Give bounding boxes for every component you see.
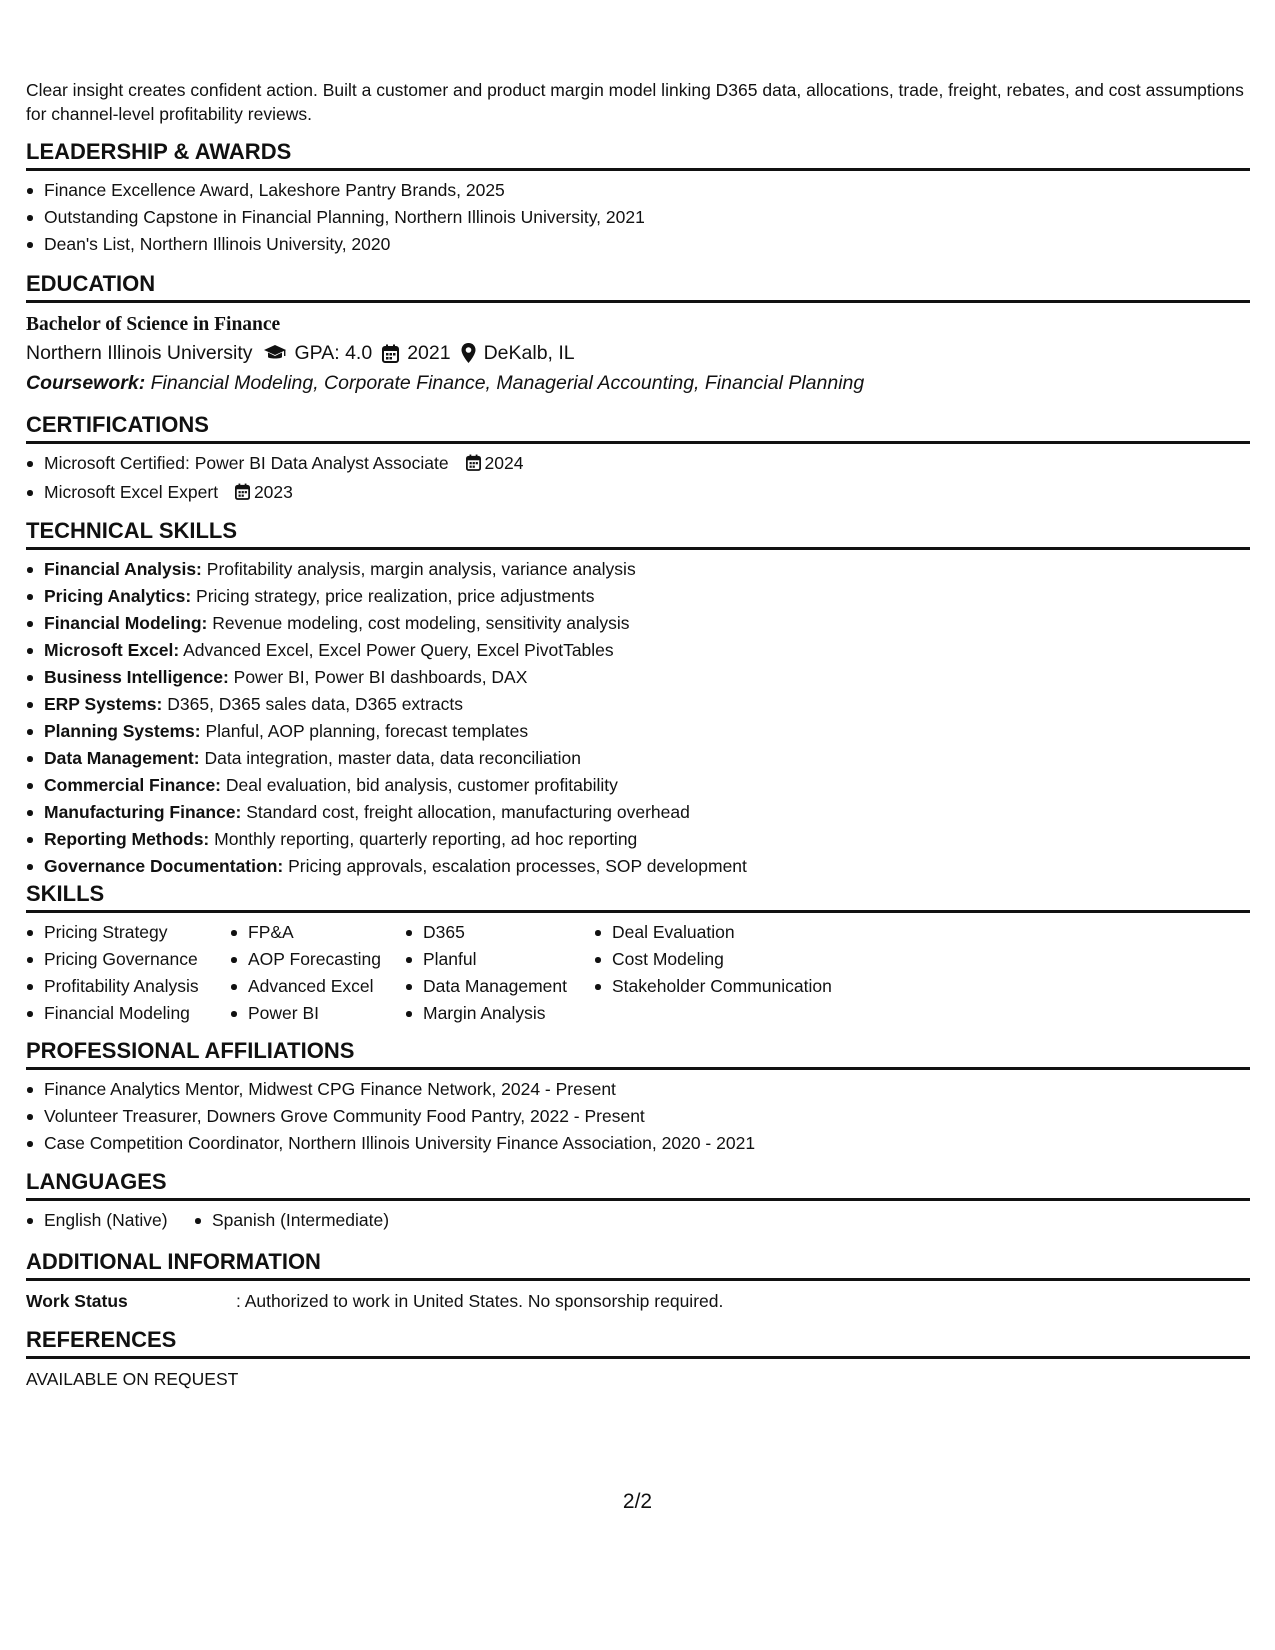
leadership-section [26,138,1250,258]
skill-details: Planful, AOP planning, forecast templates [205,721,529,741]
section-title-certifications: CERTIFICATIONS [26,411,1250,444]
skill-category: Governance Documentation: [44,856,284,876]
section-title-education: EDUCATION [26,270,1250,303]
technical-skills-section [26,517,1250,880]
languages-row [26,1207,1250,1234]
certification-name: Microsoft Excel Expert [44,482,219,502]
skill-details: Revenue modeling, cost modeling, sensitivity analysis [212,613,630,633]
list-item [44,583,1250,610]
list-item [44,450,1250,479]
section-title-leadership: LEADERSHIP & AWARDS [26,138,1250,171]
list-item [44,637,1250,664]
list-item [44,556,1250,583]
list-item [44,853,1250,880]
skill-details: Pricing strategy, price realization, price adjustments [196,586,595,606]
skills-columns [26,919,1250,1027]
summary-text: Clear insight creates confident action. Built a customer and product margin model linking D365 data, allocations, trade, freight, rebates, and cost assumptions for channel-level profitability reviews. [26,80,1244,124]
work-status-label: Work Status [26,1291,128,1311]
skill-details: Monthly reporting, quarterly reporting, ad hoc reporting [214,829,638,849]
skill-details: Standard cost, freight allocation, manufacturing overhead [246,802,690,822]
skill-details: Data integration, master data, data reconciliation [204,748,581,768]
calendar-icon [466,452,481,479]
map-pin-icon [461,343,476,363]
skills-column [405,919,594,1027]
coursework-list: Financial Modeling, Corporate Finance, Managerial Accounting, Financial Planning [150,372,865,394]
technical-skills-list [26,556,1250,880]
list-item [44,772,1250,799]
list-item: Cost Modeling [612,946,912,973]
page-number: 2/2 [622,1490,653,1513]
list-item: Spanish (Intermediate) [212,1207,512,1234]
skills-section [26,880,1250,1027]
skill-category: Financial Analysis: [44,559,202,579]
calendar-icon [235,481,250,508]
list-item: Finance Analytics Mentor, Midwest CPG Finance Network, 2024 - Present [44,1076,1250,1103]
list-item: Financial Modeling [44,1000,230,1027]
education-section [26,270,1250,398]
leadership-list [26,177,1250,258]
section-title-references: REFERENCES [26,1326,1250,1359]
list-item [44,718,1250,745]
graduation-year: 2021 [407,342,451,364]
skill-category: Financial Modeling: [44,613,208,633]
list-item: AOP Forecasting [248,946,405,973]
work-status-row [26,1289,1250,1313]
skill-category: Manufacturing Finance: [44,802,242,822]
list-item: Margin Analysis [423,1000,594,1027]
section-title-languages: LANGUAGES [26,1168,1250,1201]
section-title-skills: SKILLS [26,880,1250,913]
skill-category: ERP Systems: [44,694,163,714]
list-item [44,799,1250,826]
languages-list [26,1207,194,1234]
skills-column [26,919,230,1027]
list-item: Pricing Governance [44,946,230,973]
list-item [44,826,1250,853]
additional-info-section [26,1248,1250,1313]
list-item: FP&A [248,919,405,946]
education-details [26,338,1250,368]
section-title-technical-skills: TECHNICAL SKILLS [26,517,1250,550]
gpa-value: GPA: 4.0 [294,342,373,364]
list-item [44,745,1250,772]
skill-category: Data Management: [44,748,200,768]
skill-details: Advanced Excel, Excel Power Query, Excel PivotTables [183,640,614,660]
list-item: English (Native) [44,1207,194,1234]
list-item: Planful [423,946,594,973]
list-item: Profitability Analysis [44,973,230,1000]
certifications-section [26,411,1250,508]
coursework [26,368,1250,398]
languages-list [194,1207,512,1234]
skills-column [594,919,912,1027]
skill-category: Business Intelligence: [44,667,229,687]
list-item: D365 [423,919,594,946]
list-item: Stakeholder Communication [612,973,912,1000]
graduation-cap-icon [263,344,287,362]
education-location: DeKalb, IL [483,342,575,364]
certification-year: 2023 [253,482,293,502]
skill-category: Planning Systems: [44,721,201,741]
affiliations-section [26,1037,1250,1157]
coursework-label: Coursework: [26,372,146,394]
list-item: Finance Excellence Award, Lakeshore Pantry Brands, 2025 [44,177,1250,204]
list-item [44,691,1250,718]
references-text: AVAILABLE ON REQUEST [26,1369,239,1389]
list-item [44,610,1250,637]
certifications-list [26,450,1250,508]
list-item: Outstanding Capstone in Financial Planning, Northern Illinois University, 2021 [44,204,1250,231]
list-item: Dean's List, Northern Illinois University, 2020 [44,231,1250,258]
skill-details: Power BI, Power BI dashboards, DAX [233,667,528,687]
section-title-additional-info: ADDITIONAL INFORMATION [26,1248,1250,1281]
skills-column [230,919,405,1027]
list-item: Advanced Excel [248,973,405,1000]
skill-category: Microsoft Excel: [44,640,180,660]
skill-details: Profitability analysis, margin analysis, variance analysis [206,559,636,579]
skill-details: D365, D365 sales data, D365 extracts [167,694,463,714]
certification-year: 2024 [484,453,524,473]
certification-name: Microsoft Certified: Power BI Data Analyst Associate [44,453,449,473]
list-item: Case Competition Coordinator, Northern Illinois University Finance Association, 2020 - 2021 [44,1130,1250,1157]
list-item: Volunteer Treasurer, Downers Grove Community Food Pantry, 2022 - Present [44,1103,1250,1130]
languages-section [26,1168,1250,1234]
skill-category: Pricing Analytics: [44,586,192,606]
work-status-value: : Authorized to work in United States. No sponsorship required. [236,1291,724,1311]
list-item [44,664,1250,691]
skill-category: Reporting Methods: [44,829,210,849]
references-section [26,1326,1250,1391]
section-title-affiliations: PROFESSIONAL AFFILIATIONS [26,1037,1250,1070]
school-name: Northern Illinois University [26,342,253,364]
calendar-icon [382,344,399,363]
list-item: Pricing Strategy [44,919,230,946]
list-item: Data Management [423,973,594,1000]
list-item: Power BI [248,1000,405,1027]
degree-title: Bachelor of Science in Finance [26,314,281,335]
skill-category: Commercial Finance: [44,775,221,795]
list-item: Deal Evaluation [612,919,912,946]
list-item [44,479,1250,508]
skill-details: Pricing approvals, escalation processes, SOP development [288,856,747,876]
skill-details: Deal evaluation, bid analysis, customer profitability [225,775,618,795]
affiliations-list [26,1076,1250,1157]
